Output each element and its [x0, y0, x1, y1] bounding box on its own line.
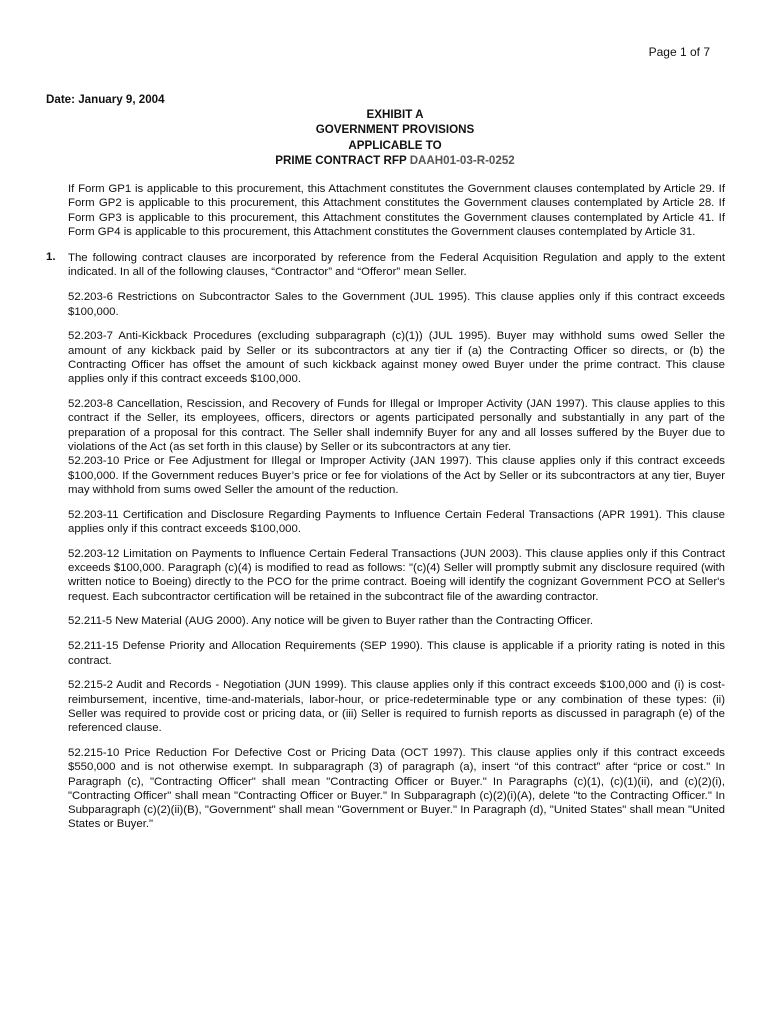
clause-52-203-7: 52.203-7 Anti-Kickback Procedures (excluding subparagraph (c)(1)) (JUL 1995). Buyer may withhold sums owed Seller the amount of any kickback paid by Seller or its subcontractors at any tier if (a) the Contracting Officer so directs, or (b) the Contracting Officer has offset the amount of such kickback against money owed Buyer under the prime contract. This clause applies only if this contract exceeds $100,000. [68, 330, 725, 386]
clause-52-215-2: 52.215-2 Audit and Records - Negotiation (JUN 1999). This clause applies only if this contract exceeds $100,000 and (i) is cost-reimbursement, incentive, time-and-materials, labor-hour, or price-redeterminable type or any combination of these types: (ii) Seller was required to provide cost or pricing data, or (iii) Seller is required to furnish reports as discussed in paragraph (e) of the referenced clause. [68, 679, 725, 735]
exhibit-contract-line [0, 153, 770, 168]
clause-52-203-12: 52.203-12 Limitation on Payments to Influence Certain Federal Transactions (JUN 2003). This clause applies only if this Contract exceeds $100,000. Paragraph (c)(4) is modified to read as follows: "(c)(4) Seller will promptly submit any disclosure required (with written notice to Boeing) directly to the PCO for the prime contract. Boeing will identify the cognizant Government PCO at Seller's request. Each subcontractor certification will be retained in the subcontract file of the awarding contractor. [68, 547, 725, 603]
clause-52-211-5: 52.211-5 New Material (AUG 2000). Any notice will be given to Buyer rather than the Contracting Officer. [68, 615, 594, 628]
section-1-text: The following contract clauses are incorporated by reference from the Federal Acquisition Regulation and apply to the extent indicated. In all of the following clauses, “Contractor” and “Offeror” mean Seller. [68, 252, 725, 279]
exhibit-applicable-to: APPLICABLE TO [348, 138, 442, 152]
clause-52-203-10: 52.203-10 Price or Fee Adjustment for Illegal or Improper Activity (JAN 1997). This clause applies only if this contract exceeds $100,000. If the Government reduces Buyer’s price or fee for violations of the Act by Seller or its subcontractors at any tier, Buyer may withhold from sums owed Seller the amount of the reduction. [68, 455, 725, 496]
section-number: 1. [46, 251, 56, 264]
clause-52-215-10: 52.215-10 Price Reduction For Defective Cost or Pricing Data (OCT 1997). This clause applies only if this contract exceeds $550,000 and is not otherwise exempt. In subparagraph (3) of paragraph (a), insert “of this contract” after “price or cost." In Paragraph (c), "Contracting Officer" shall mean "Contracting Officer or Buyer." In Paragraphs (c)(1), (c)(1)(ii), and (c)(2)(i), "Contracting Officer" shall mean "Contracting Officer or Buyer." In Subparagraph (c)(2)(i)(A), delete "to the Contracting Officer." In Subparagraph (c)(2)(ii)(B), "Government" shall mean "Government or Buyer." In Paragraph (d), "United States" shall mean "United States or Buyer." [68, 747, 725, 831]
rfp-number: DAAH01-03-R-0252 [409, 153, 515, 167]
exhibit-subheading: GOVERNMENT PROVISIONS [315, 123, 475, 137]
document-body [46, 182, 725, 842]
clause-52-203-6: 52.203-6 Restrictions on Subcontractor Sales to the Government (JUL 1995). This clause applies only if this contract exceeds $100,000. [68, 291, 725, 318]
contract-prefix: PRIME CONTRACT RFP [275, 153, 410, 167]
clause-52-211-15: 52.211-15 Defense Priority and Allocation Requirements (SEP 1990). This clause is applicable if a priority rating is noted in this contract. [68, 640, 725, 667]
exhibit-title-block [0, 107, 770, 168]
document-date: Date: January 9, 2004 [46, 93, 165, 106]
page-number: Page 1 of 7 [648, 45, 710, 59]
exhibit-heading: EXHIBIT A [366, 108, 424, 121]
section-1 [46, 251, 725, 280]
intro-paragraph: If Form GP1 is applicable to this procurement, this Attachment constitutes the Government clauses contemplated by Article 29. If Form GP2 is applicable to this procurement, this Attachment constitutes the Government clauses contemplated by Article 28. If Form GP3 is applicable to this procurement, this Attachment constitutes the Government clauses contemplated by Article 41. If Form GP4 is applicable to this procurement, this Attachment constitutes the Government clauses contemplated by Article 31. [68, 183, 725, 238]
clause-52-203-11: 52.203-11 Certification and Disclosure Regarding Payments to Influence Certain Federal Transactions (APR 1991). This clause applies only if this contract exceeds $100,000. [68, 508, 725, 535]
clause-52-203-8: 52.203-8 Cancellation, Rescission, and Recovery of Funds for Illegal or Improper Activity (JAN 1997). This clause applies to this contract if the Seller, its employees, officers, directors or agents participated personally and substantially in any part of the preparation of a proposal for this contract. The Seller shall indemnify Buyer for any and all losses suffered by the Buyer due to violations of the Act (as set forth in this clause) by Seller or its subcontractors at any tier. [68, 398, 725, 453]
